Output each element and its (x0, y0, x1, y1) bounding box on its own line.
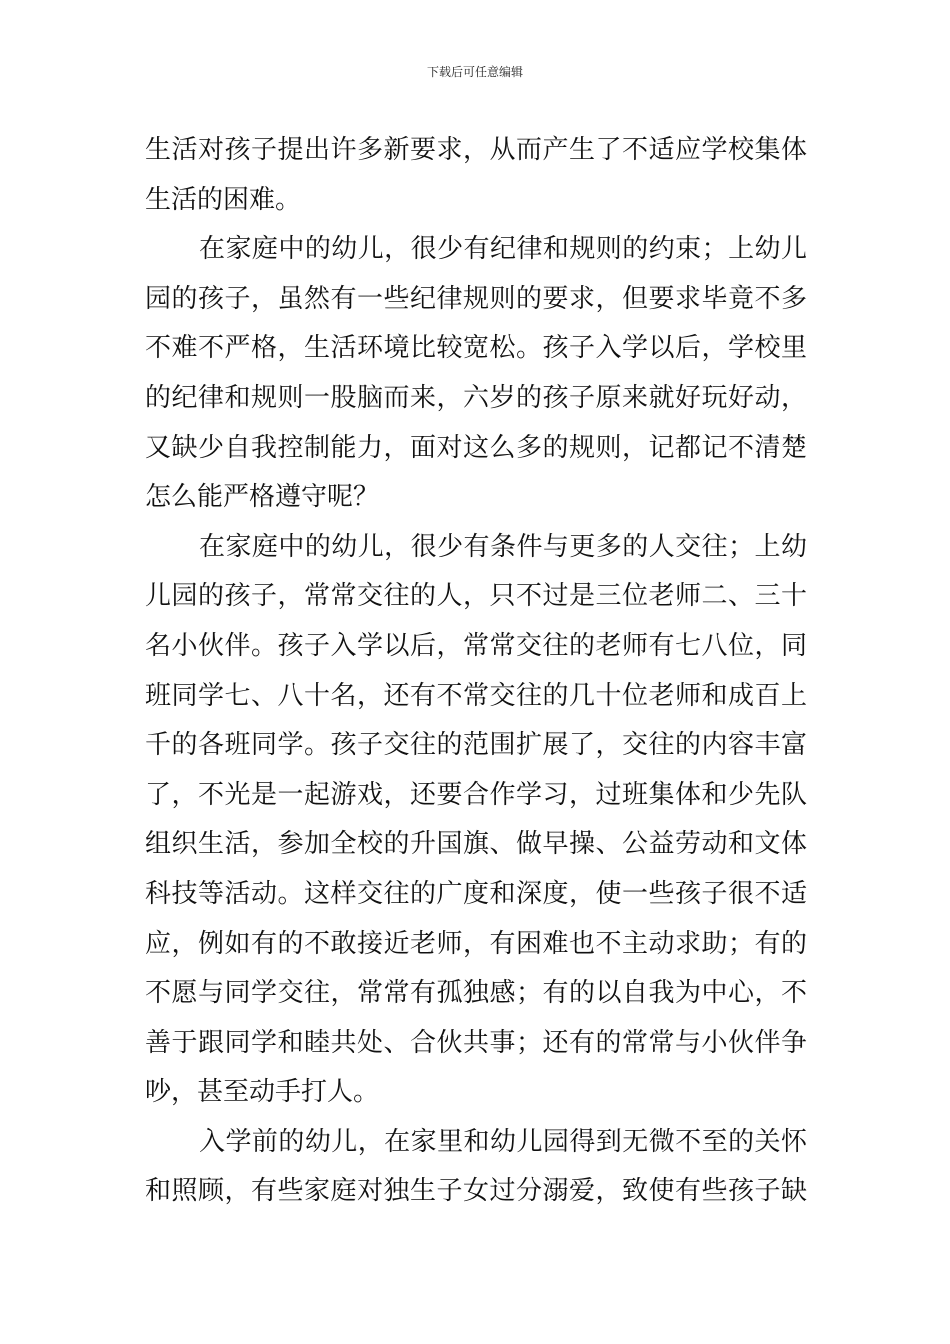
text-line: 组织生活，参加全校的升国旗、做早操、公益劳动和文体 (145, 829, 807, 860)
text-line: 班同学七、八十名，还有不常交往的几十位老师和成百上 (145, 680, 807, 711)
text-line: 生活的困难。 (145, 184, 302, 215)
text-line: 不愿与同学交往，常常有孤独感；有的以自我为中心，不 (145, 978, 807, 1009)
text-line: 吵，甚至动手打人。 (145, 1077, 380, 1108)
text-line: 怎么能严格遵守呢？ (145, 482, 380, 513)
text-line: 科技等活动。这样交往的广度和深度，使一些孩子很不适 (145, 878, 807, 909)
text-line: 在家庭中的幼儿，很少有条件与更多的人交往；上幼 (199, 531, 807, 562)
text-line: 生活对孩子提出许多新要求，从而产生了不适应学校集体 (145, 135, 807, 165)
text-line: 入学前的幼儿，在家里和幼儿园得到无微不至的关怀 (199, 1126, 807, 1157)
text-line: 又缺少自我控制能力，面对这么多的规则，记都记不清楚 (145, 432, 807, 463)
body-text (145, 126, 807, 1217)
text-line: 的纪律和规则一股脑而来，六岁的孩子原来就好玩好动， (145, 382, 807, 413)
text-line: 在家庭中的幼儿，很少有纪律和规则的约束；上幼儿 (199, 234, 807, 265)
text-line: 了，不光是一起游戏，还要合作学习，过班集体和少先队 (145, 779, 807, 810)
text-line: 善于跟同学和睦共处、合伙共事；还有的常常与小伙伴争 (145, 1027, 807, 1058)
page-header: 下载后可任意编辑 (426, 65, 523, 79)
text-line: 应，例如有的不敢接近老师，有困难也不主动求助；有的 (145, 928, 807, 959)
text-line: 不难不严格，生活环境比较宽松。孩子入学以后，学校里 (145, 333, 807, 364)
text-line: 名小伙伴。孩子入学以后，常常交往的老师有七八位，同 (145, 630, 807, 661)
text-line: 园的孩子，虽然有一些纪律规则的要求，但要求毕竟不多 (145, 283, 807, 314)
text-line: 儿园的孩子，常常交往的人，只不过是三位老师二、三十 (145, 581, 807, 612)
text-line: 千的各班同学。孩子交往的范围扩展了，交往的内容丰富 (145, 730, 807, 761)
text-line: 和照顾，有些家庭对独生子女过分溺爱，致使有些孩子缺 (145, 1176, 807, 1207)
